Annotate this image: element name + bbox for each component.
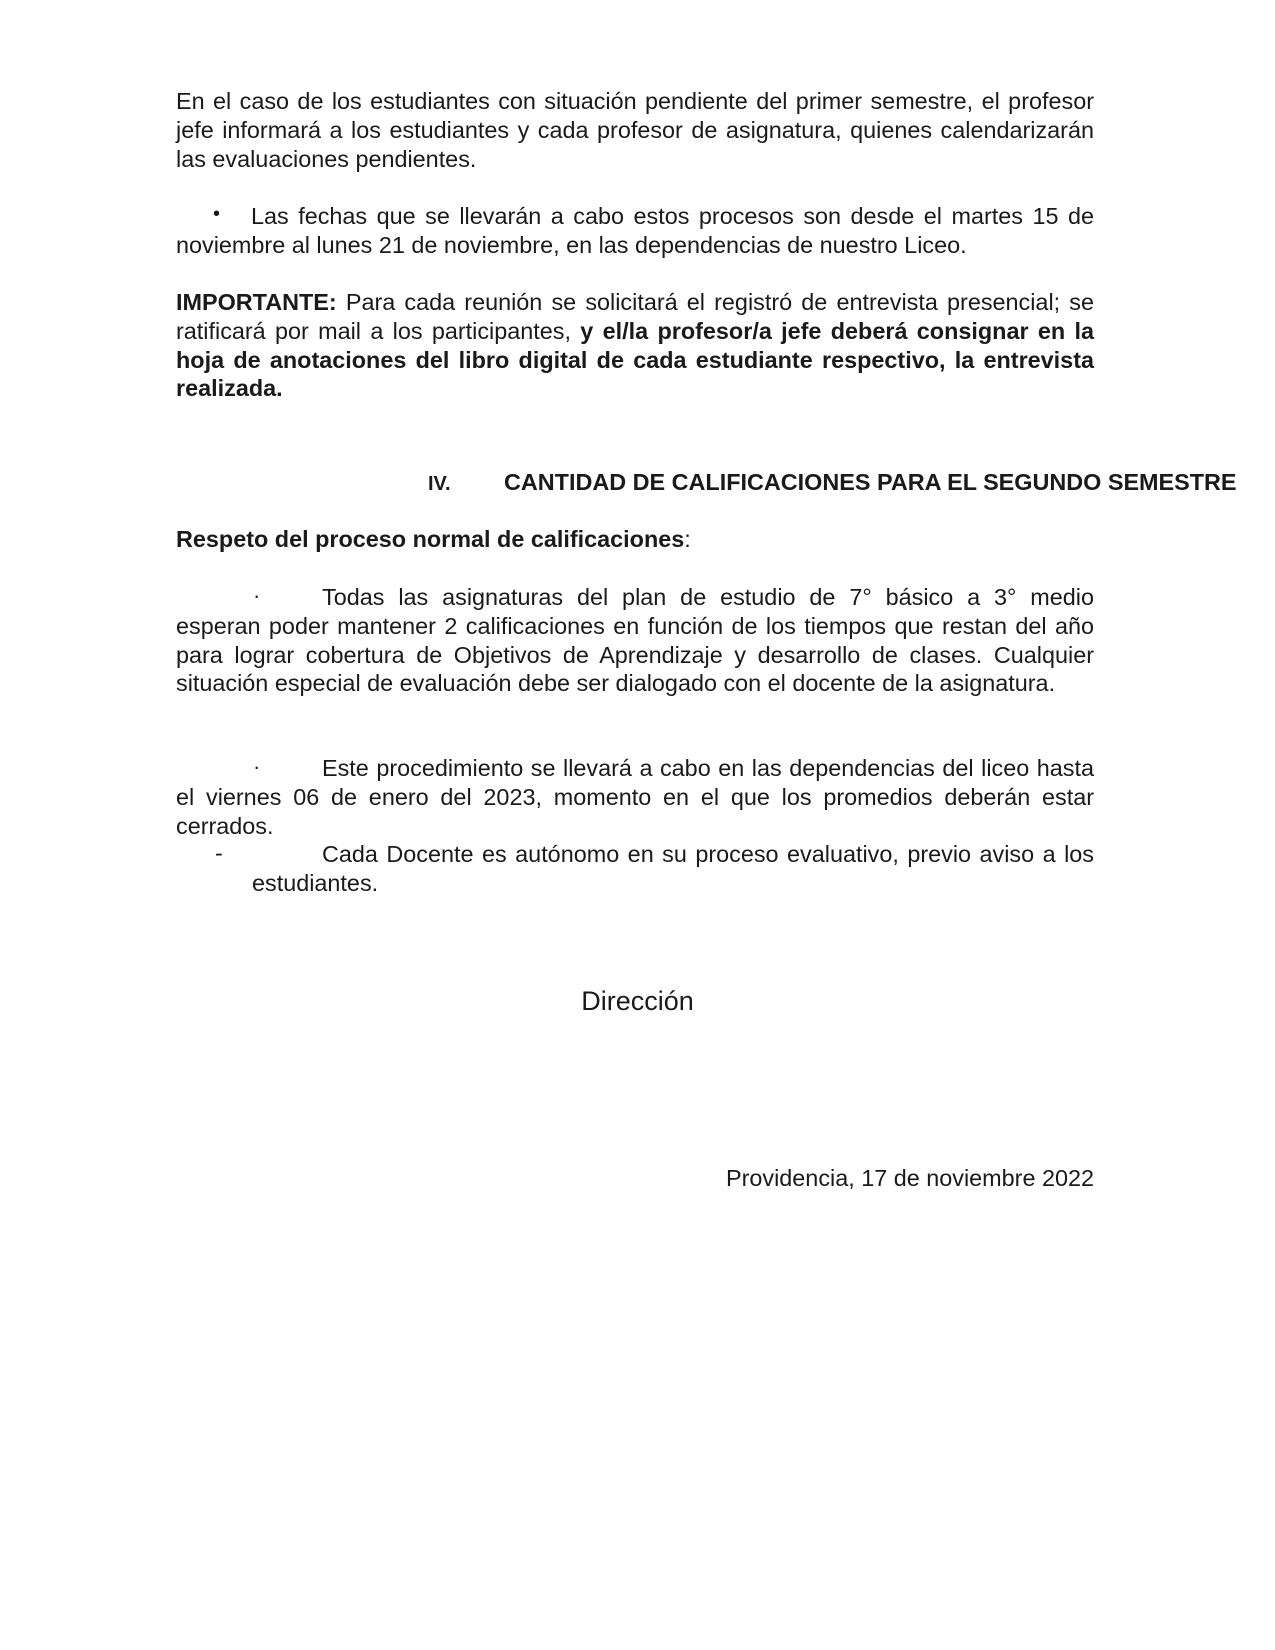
paragraph-dates: Las fechas que se llevarán a cabo estos procesos son desde el martes 15 de noviembre al lunes 21 de noviembre, en las dependencias de nuestro Liceo. [176,203,1094,258]
bullet-icon: • [213,203,221,225]
paragraph-item-grades: Todas las asignaturas del plan de estudio de 7° básico a 3° medio esperan poder mantener 2 calificaciones en función de los tiempos que restan del año para lograr cobertura de Objetivos de Aprendizaje y desarrollo de clases. Cualquier situación especial de evaluación debe ser dialogado con el docente de la asignatura. [176,584,1094,697]
section-number: IV. [428,473,451,495]
paragraph-pending-students: En el caso de los estudiantes con situación pendiente del primer semestre, el profesor jefe informará a los estudiantes y cada profesor de asignatura, quienes calendarizarán las evaluaciones pendientes. [176,88,1094,172]
dot-bullet-icon: · [253,754,261,779]
dash-bullet-icon: - [215,840,223,866]
important-text: Para cada reunión se solicitará el registró de entrevista presencial; se ratificará por mail a los participantes, [176,289,1094,344]
dot-bullet-icon: · [253,583,261,608]
section-heading [176,469,1237,525]
paragraph-item-autonomy: Cada Docente es autónomo en su proceso evaluativo, previo aviso a los estudiantes. [252,841,1094,896]
paragraph-important [176,288,1094,403]
date-line: Providencia, 17 de noviembre 2022 [726,1165,1094,1191]
subheading: Respeto del proceso normal de calificaciones: [176,526,691,552]
signature: Dirección [581,986,694,1016]
important-bold-text: y el/la profesor/a jefe deberá consignar en la hoja de anotaciones del libro digital de cada estudiante respectivo, la entrevista realizada. [176,317,1094,402]
section-title: CANTIDAD DE CALIFICACIONES PARA EL SEGUNDO SEMESTRE [504,469,1237,495]
important-label: IMPORTANTE: [176,289,337,315]
paragraph-item-procedure: Este procedimiento se llevará a cabo en las dependencias del liceo hasta el viernes 06 de enero del 2023, momento en el que los promedios deberán estar cerrados. [176,755,1094,839]
